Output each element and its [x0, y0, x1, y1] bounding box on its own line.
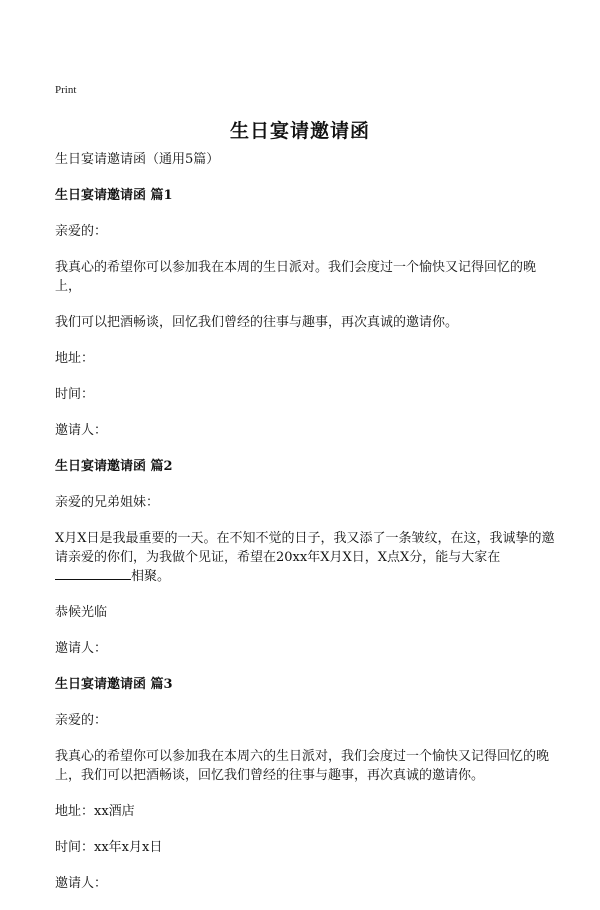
section-1-inviter: 邀请人： [55, 423, 108, 438]
section-2-body-part-2: 相聚。 [131, 569, 171, 584]
fill-in-blank [55, 567, 131, 580]
section-2-greeting: 亲爱的兄弟姐妹： [55, 495, 160, 510]
section-3-time: 时间：xx年x月x日 [55, 840, 163, 855]
section-2-body-part-1: X月X日是我最重要的一天。在不知不觉的日子，我又添了一条皱纹，在这，我诚挚的邀请亲爱的你们，为我做个见证，希望在20xx年X月X日，X点X分，能与大家在 [55, 531, 555, 565]
print-label: Print [55, 84, 77, 96]
document-title: 生日宴请邀请函 [229, 120, 370, 142]
section-2-inviter: 邀请人： [55, 641, 108, 656]
section-1-body-1: 我真心的希望你可以参加我在本周的生日派对。我们会度过一个愉快又记得回忆的晚上， [55, 260, 537, 294]
section-1-heading: 生日宴请邀请函 篇1 [55, 188, 173, 203]
section-1-address: 地址： [55, 351, 95, 366]
section-3-address: 地址：xx酒店 [55, 804, 135, 819]
section-1-greeting: 亲爱的： [55, 224, 108, 239]
section-3-body: 我真心的希望你可以参加我在本周六的生日派对，我们会度过一个愉快又记得回忆的晚上，我们可以把酒畅谈，回忆我们曾经的往事与趣事，再次真诚的邀请你。 [55, 749, 550, 783]
section-2-body [55, 529, 555, 586]
section-3-inviter: 邀请人： [55, 876, 108, 891]
section-1-body-2: 我们可以把酒畅谈，回忆我们曾经的往事与趣事，再次真诚的邀请你。 [55, 315, 459, 330]
section-2-closing: 恭候光临 [55, 605, 108, 620]
section-1-time: 时间： [55, 387, 95, 402]
document-subtitle: 生日宴请邀请函（通用5篇） [55, 152, 220, 167]
section-2-heading: 生日宴请邀请函 篇2 [55, 459, 173, 474]
section-3-greeting: 亲爱的： [55, 713, 108, 728]
document-content [55, 150, 555, 910]
section-3-heading: 生日宴请邀请函 篇3 [55, 677, 173, 692]
